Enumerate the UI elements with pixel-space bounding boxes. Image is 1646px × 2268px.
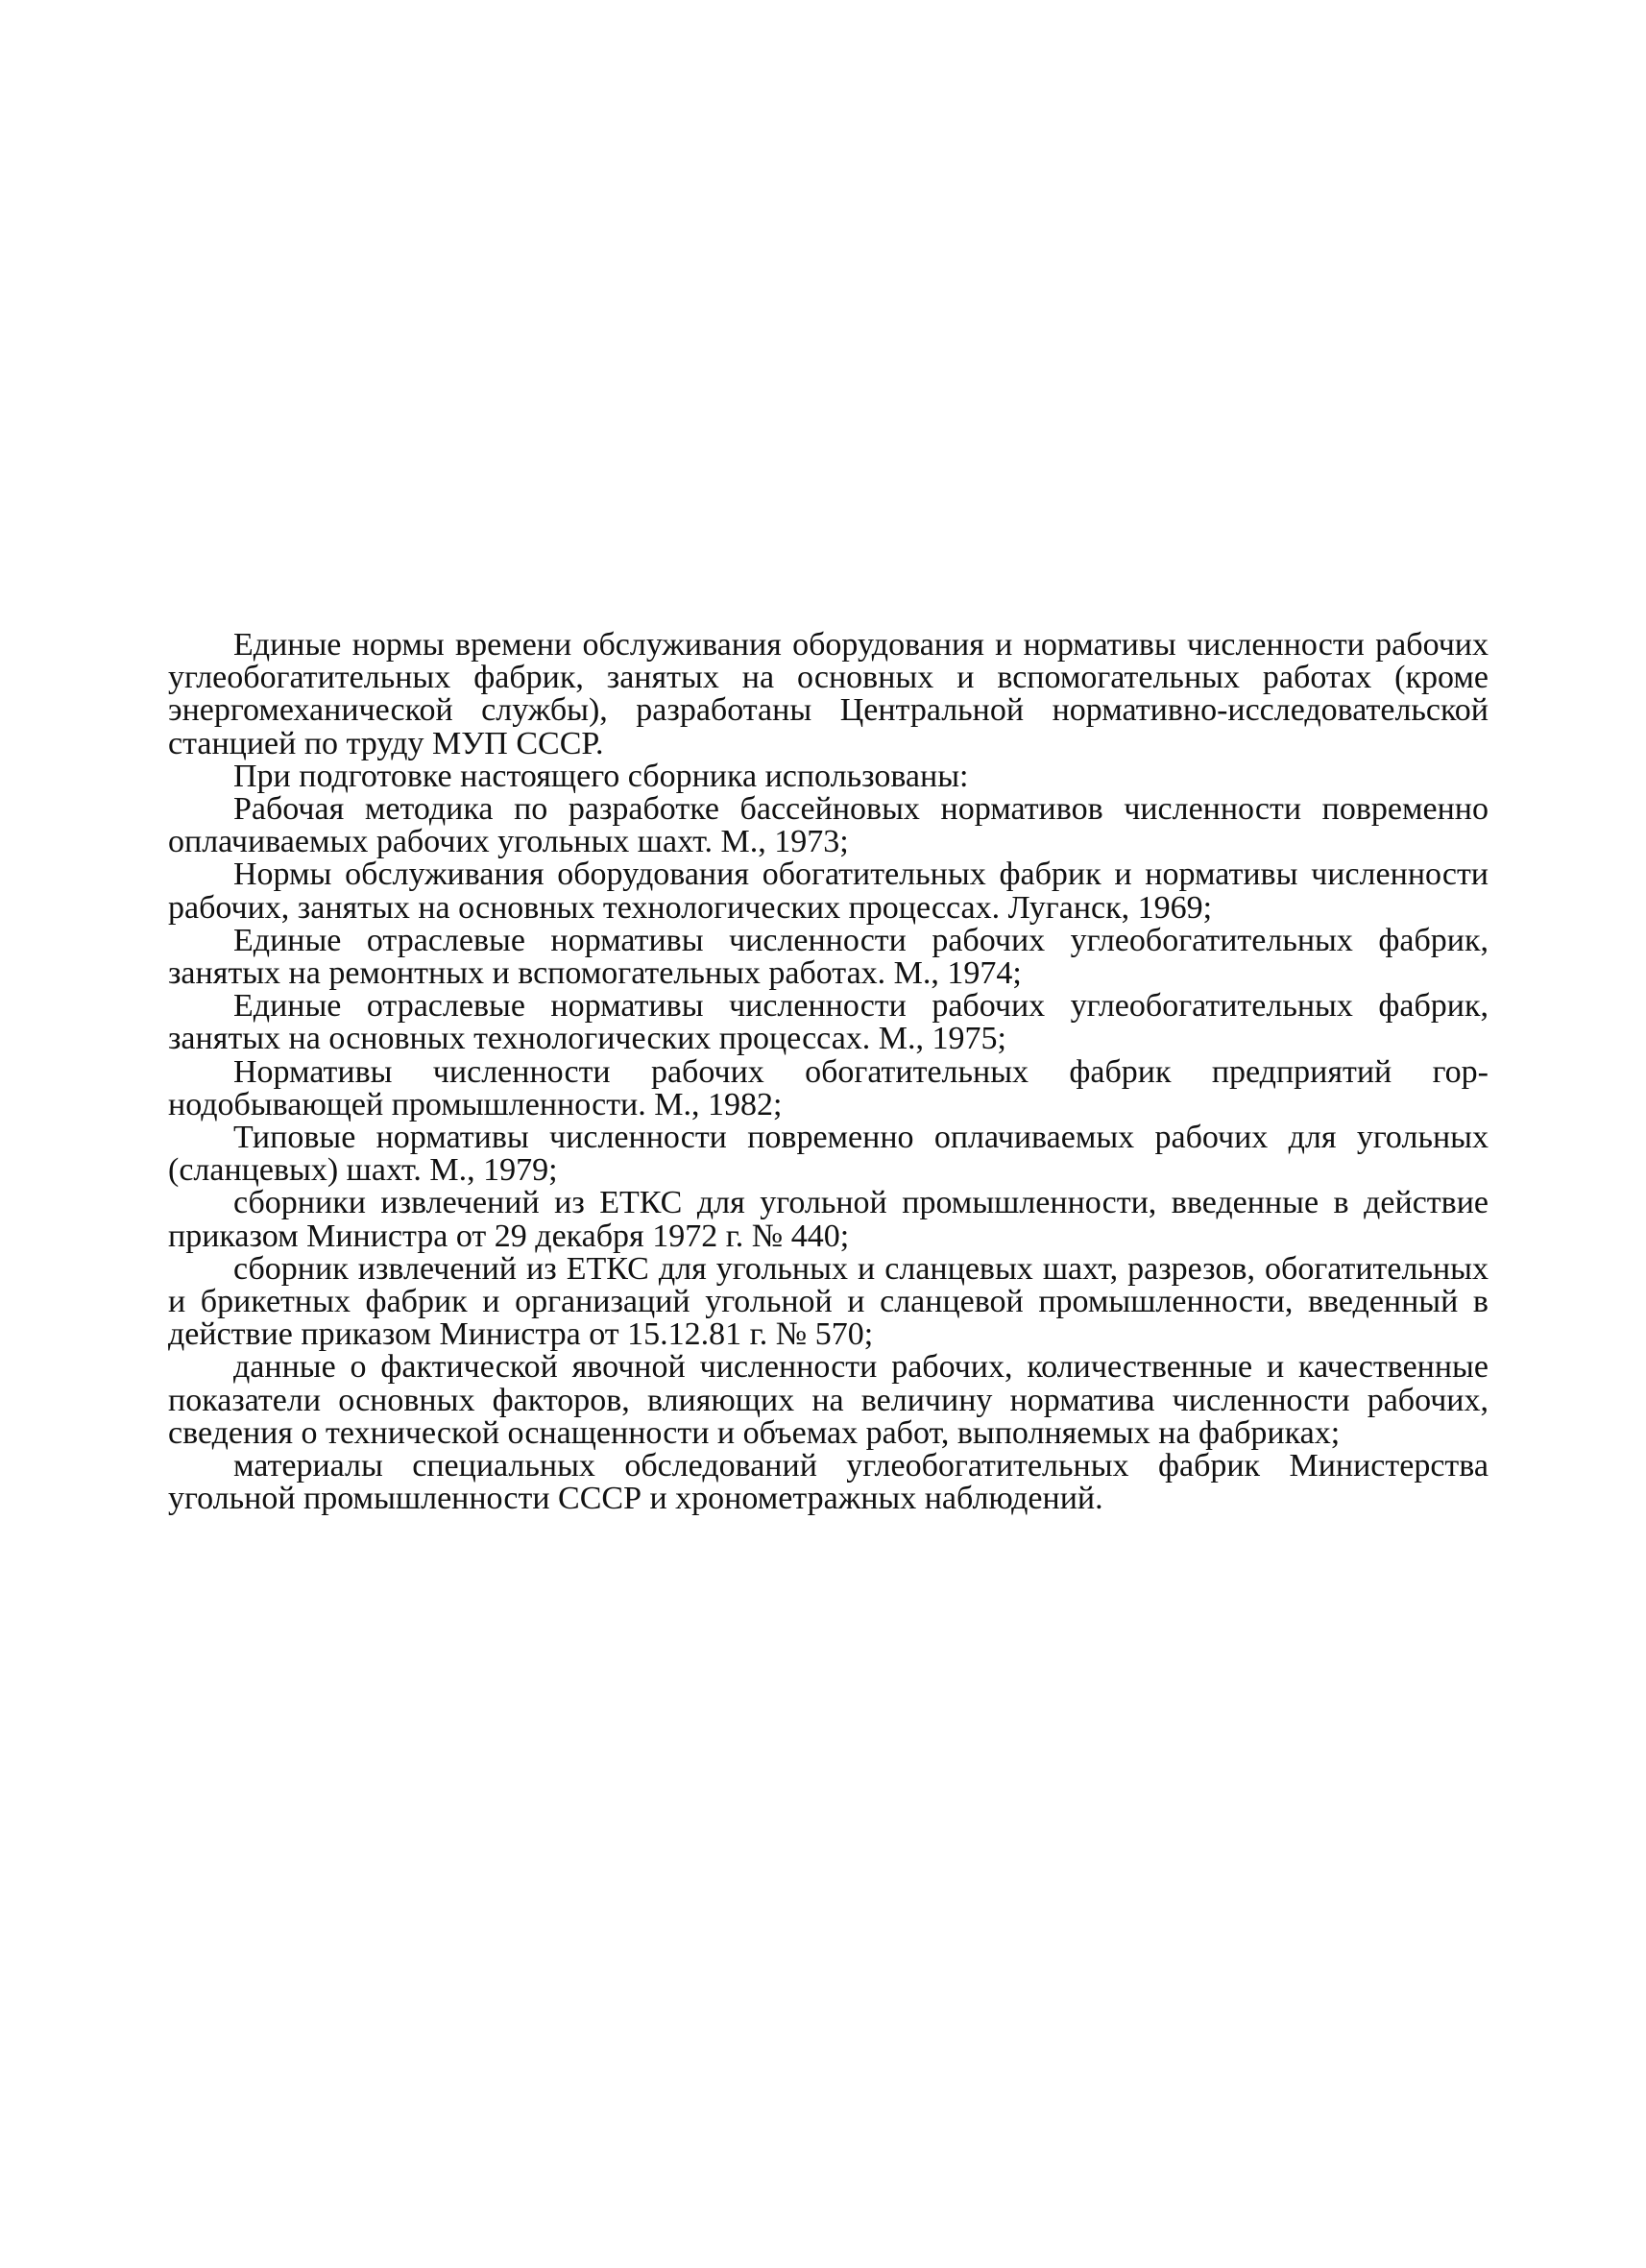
paragraph-source-8: сборник извлечений из ЕТКС для угольных и сланцевых шахт, разрезов, обогатительных и брикетных фабрик и организаций угольной и сланцевой промышленности, введенный в действие приказом Министра от 15.12.81 г. № 570;: [168, 1250, 1489, 1353]
paragraph-sources-heading: При подготовке настоящего сборника использованы:: [233, 758, 969, 794]
paragraph-source-1: Рабочая методика по разработке бассейновых нормативов численности повременно оплачиваемых рабочих угольных шахт. М., 1973;: [168, 791, 1489, 860]
paragraph-source-6: Типовые нормативы численности повременно оплачиваемых рабочих для угольных (сланцевых) шахт. М., 1979;: [168, 1120, 1489, 1189]
paragraph-intro: Единые нормы времени обслуживания оборудования и нормативы численности рабочих углеобогатительных фабрик, занятых на основных и вспомогательных работах (кроме энергомеханической службы), разработаны Центральной нормативно-исследовательской станцией по труду МУП СССР.: [168, 627, 1489, 761]
body-text: [168, 629, 1489, 1515]
paragraph-source-4: Единые отраслевые нормативы численности рабочих углеобогатительных фабрик, занятых на основных технологических процессах. М., 1975;: [168, 988, 1489, 1057]
paragraph-source-7: сборники извлечений из ЕТКС для угольной промышленности, введенные в действие приказом Министра от 29 декабря 1972 г. № 440;: [168, 1185, 1489, 1254]
paragraph-source-2: Нормы обслуживания оборудования обогатительных фабрик и нормативы численности рабочих, занятых на основных технологических процессах. Луганск, 1969;: [168, 857, 1489, 926]
paragraph-source-3: Единые отраслевые нормативы численности рабочих углеобогатительных фабрик, занятых на ремонтных и вспомогательных работах. М., 1974;: [168, 922, 1489, 992]
paragraph-source-5: Нормативы численности рабочих обогатительных фабрик предприятий горнодобывающей промышленности. М., 1982;: [168, 1053, 1489, 1122]
paragraph-source-10: материалы специальных обследований углеобогатительных фабрик Министерства угольной промышленности СССР и хронометражных наблюдений.: [168, 1448, 1489, 1517]
paragraph-source-9: данные о фактической явочной численности рабочих, количественные и качественные показатели основных факторов, влияющих на величину норматива численности рабочих, сведения о технической оснащенности и объемах работ, выполняемых на фабриках;: [168, 1349, 1489, 1451]
